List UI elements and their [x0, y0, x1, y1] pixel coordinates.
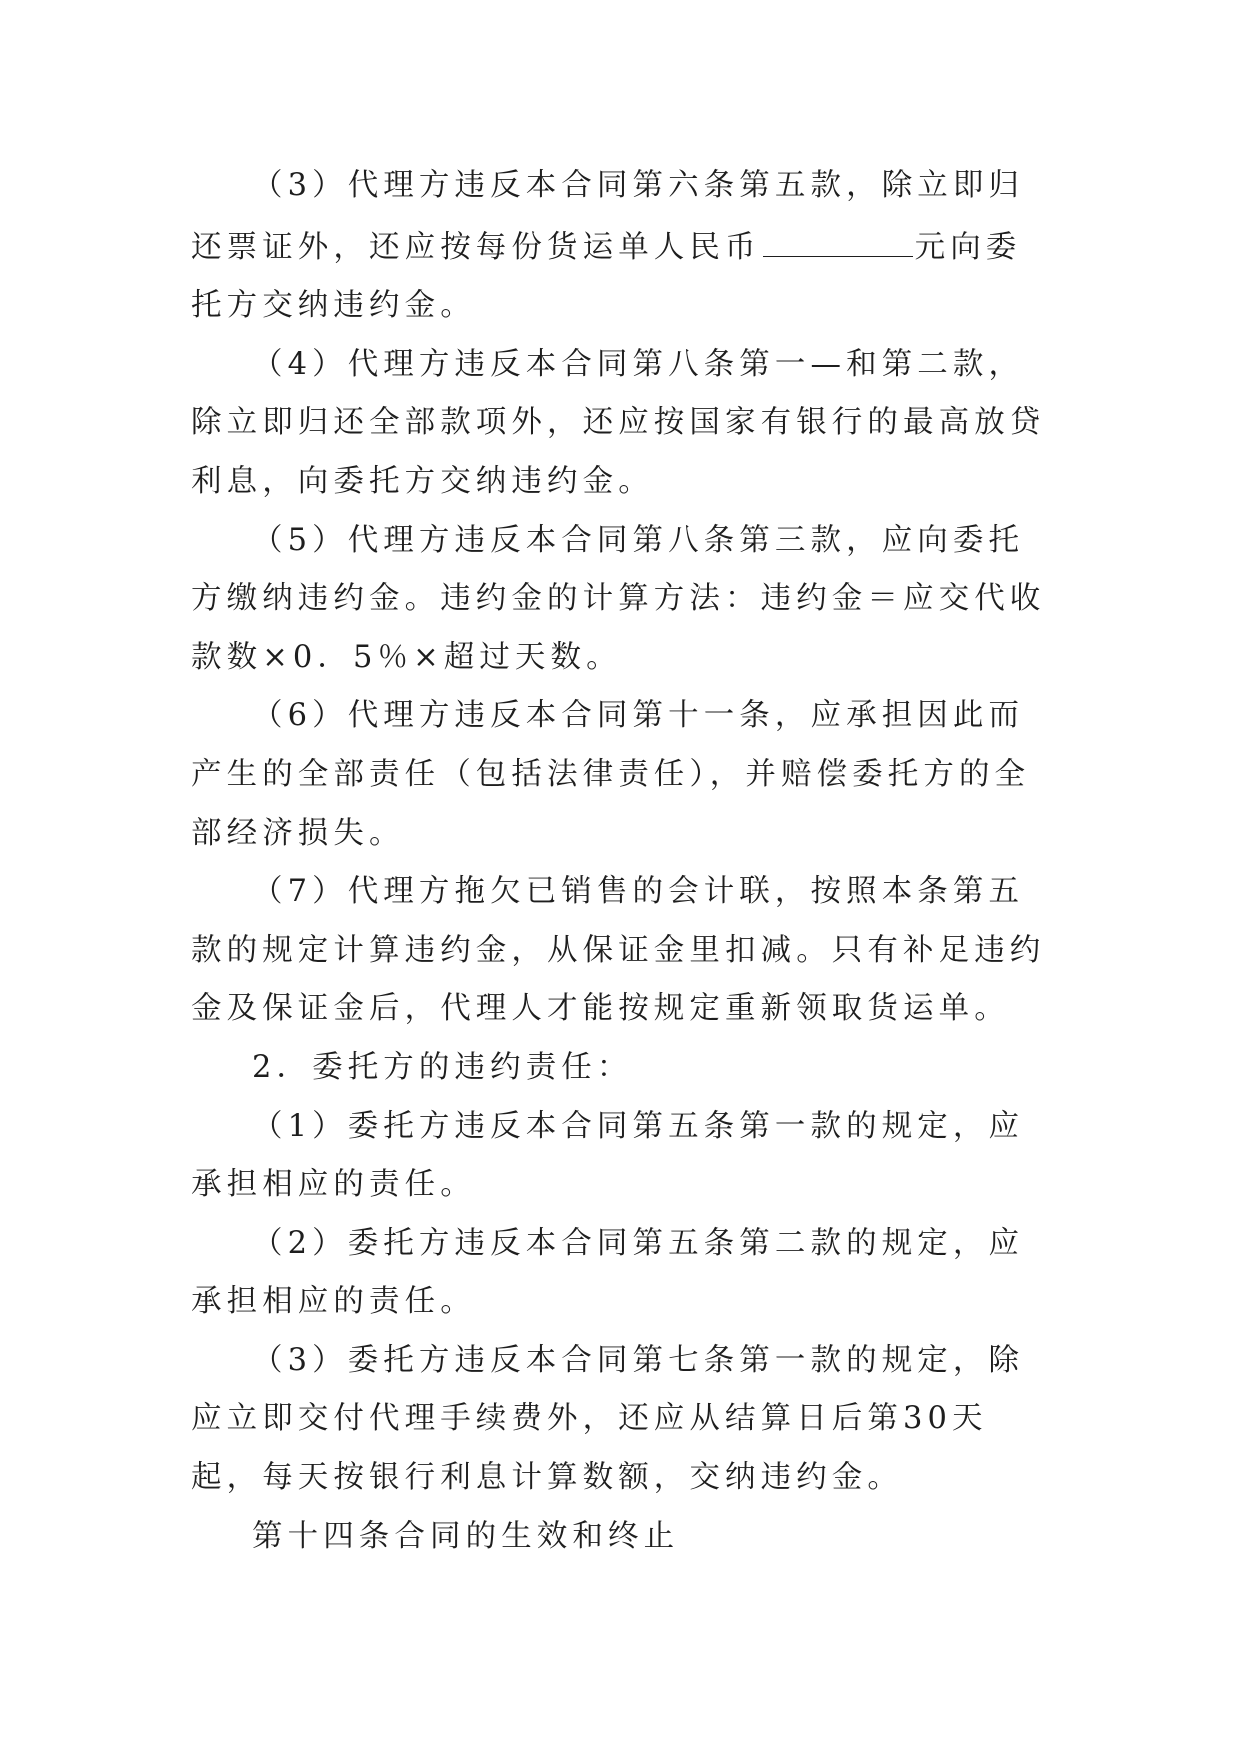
paragraph-principal-breach-3: （3）委托方违反本合同第七条第一款的规定，除应立即交付代理手续费外，还应从结算日后第30天起，每天按银行利息计算数额，交纳违约金。 — [191, 1342, 1025, 1496]
paragraph-agent-breach-7: （7）代理方拖欠已销售的会计联，按照本条第五款的规定计算违约金，从保证金里扣减。只有补足违约金及保证金后，代理人才能按规定重新领取货运单。 — [191, 874, 1046, 1027]
fill-in-blank — [763, 216, 913, 257]
paragraph-agent-breach-4: （4）代理方违反本合同第八条第一—和第二款，除立即归还全部款项外，还应按国家有银行的最高放贷利息，向委托方交纳违约金。 — [191, 346, 1046, 499]
paragraph-principal-breach-1: （1）委托方违反本合同第五条第一款的规定，应承担相应的责任。 — [191, 1108, 1025, 1203]
paragraph-text: （3）代理方违反本合同第六条第五款，除立即归还票证外，还应按每份货运单人民币 — [191, 168, 1025, 265]
article-heading-effectiveness-termination: 第十四条合同的生效和终止 — [252, 1518, 680, 1554]
section-heading-principal-liability: 2．委托方的违约责任： — [252, 1049, 633, 1085]
paragraph-text: 元向委托方交纳违约金。 — [191, 229, 1022, 324]
paragraph-agent-breach-6: （6）代理方违反本合同第十一条，应承担因此而产生的全部责任（包括法律责任），并赔偿委托方的全部经济损失。 — [191, 698, 1031, 851]
paragraph-agent-breach-3 — [191, 157, 1051, 336]
paragraph-agent-breach-5: （5）代理方违反本合同第八条第三款，应向委托方缴纳违约金。违约金的计算方法：违约金＝应交代收款数×0．5％×超过天数。 — [191, 522, 1046, 675]
paragraph-principal-breach-2: （2）委托方违反本合同第五条第二款的规定，应承担相应的责任。 — [191, 1225, 1025, 1320]
contract-body-text — [191, 157, 1051, 1566]
